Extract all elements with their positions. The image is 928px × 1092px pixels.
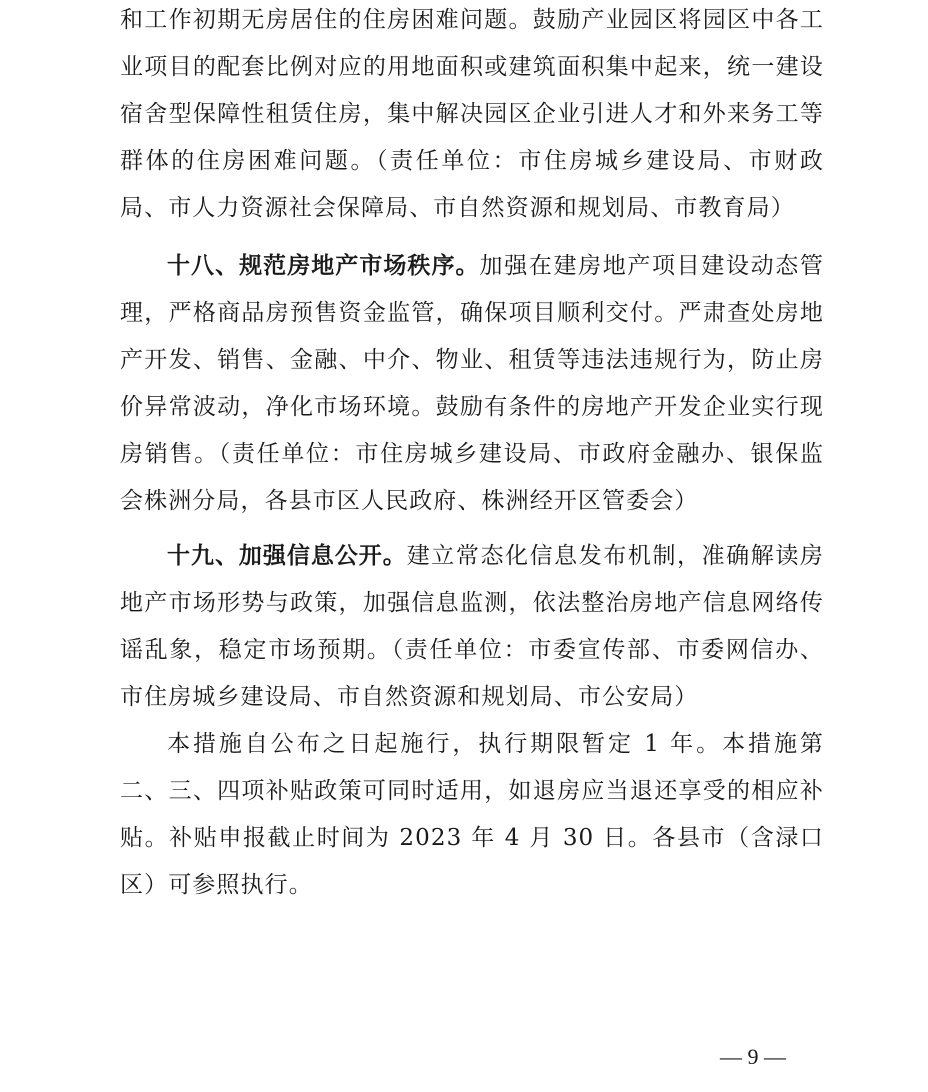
paragraph-info-disclosure	[120, 533, 824, 721]
paragraph-market-order	[120, 243, 824, 525]
paragraph-implementation	[120, 721, 824, 909]
paragraph-text: 加强在建房地产项目建设动态管理，严格商品房预售资金监管，确保项目顺利交付。严肃查处房地产开发、销售、金融、中介、物业、租赁等违法违规行为，防止房价异常波动，净化市场环境。鼓励有条件的房地产开发企业实行现房销售。（责任单位：市住房城乡建设局、市政府金融办、银保监会株洲分局，各县市区人民政府、株洲经开区管委会）	[120, 253, 824, 514]
paragraph-text: 本措施自公布之日起施行，执行期限暂定 1 年。本措施第二、三、四项补贴政策可同时适用，如退房应当退还享受的相应补贴。补贴申报截止时间为 2023 年 4 月 30 日。各县市（含渌口区）可参照执行。	[120, 731, 824, 898]
section-heading-18: 十八、规范房地产市场秩序。	[167, 253, 480, 279]
paragraph-text: 建立常态化信息发布机制，准确解读房地产市场形势与政策，加强信息监测，依法整治房地产信息网络传谣乱象，稳定市场预期。（责任单位：市委宣传部、市委网信办、市住房城乡建设局、市自然资源和规划局、市公安局）	[120, 543, 825, 710]
document-page	[120, 0, 824, 909]
paragraph-housing-difficulty	[120, 0, 824, 232]
section-heading-19: 十九、加强信息公开。	[167, 543, 407, 569]
paragraph-text: 和工作初期无房居住的住房困难问题。鼓励产业园区将园区中各工业项目的配套比例对应的用地面积或建筑面积集中起来，统一建设宿舍型保障性租赁住房，集中解决园区企业引进人才和外来务工等群体的住房困难问题。（责任单位：市住房城乡建设局、市财政局、市人力资源社会保障局、市自然资源和规划局、市教育局）	[120, 7, 824, 221]
page-number: — 9 —	[720, 1044, 786, 1069]
